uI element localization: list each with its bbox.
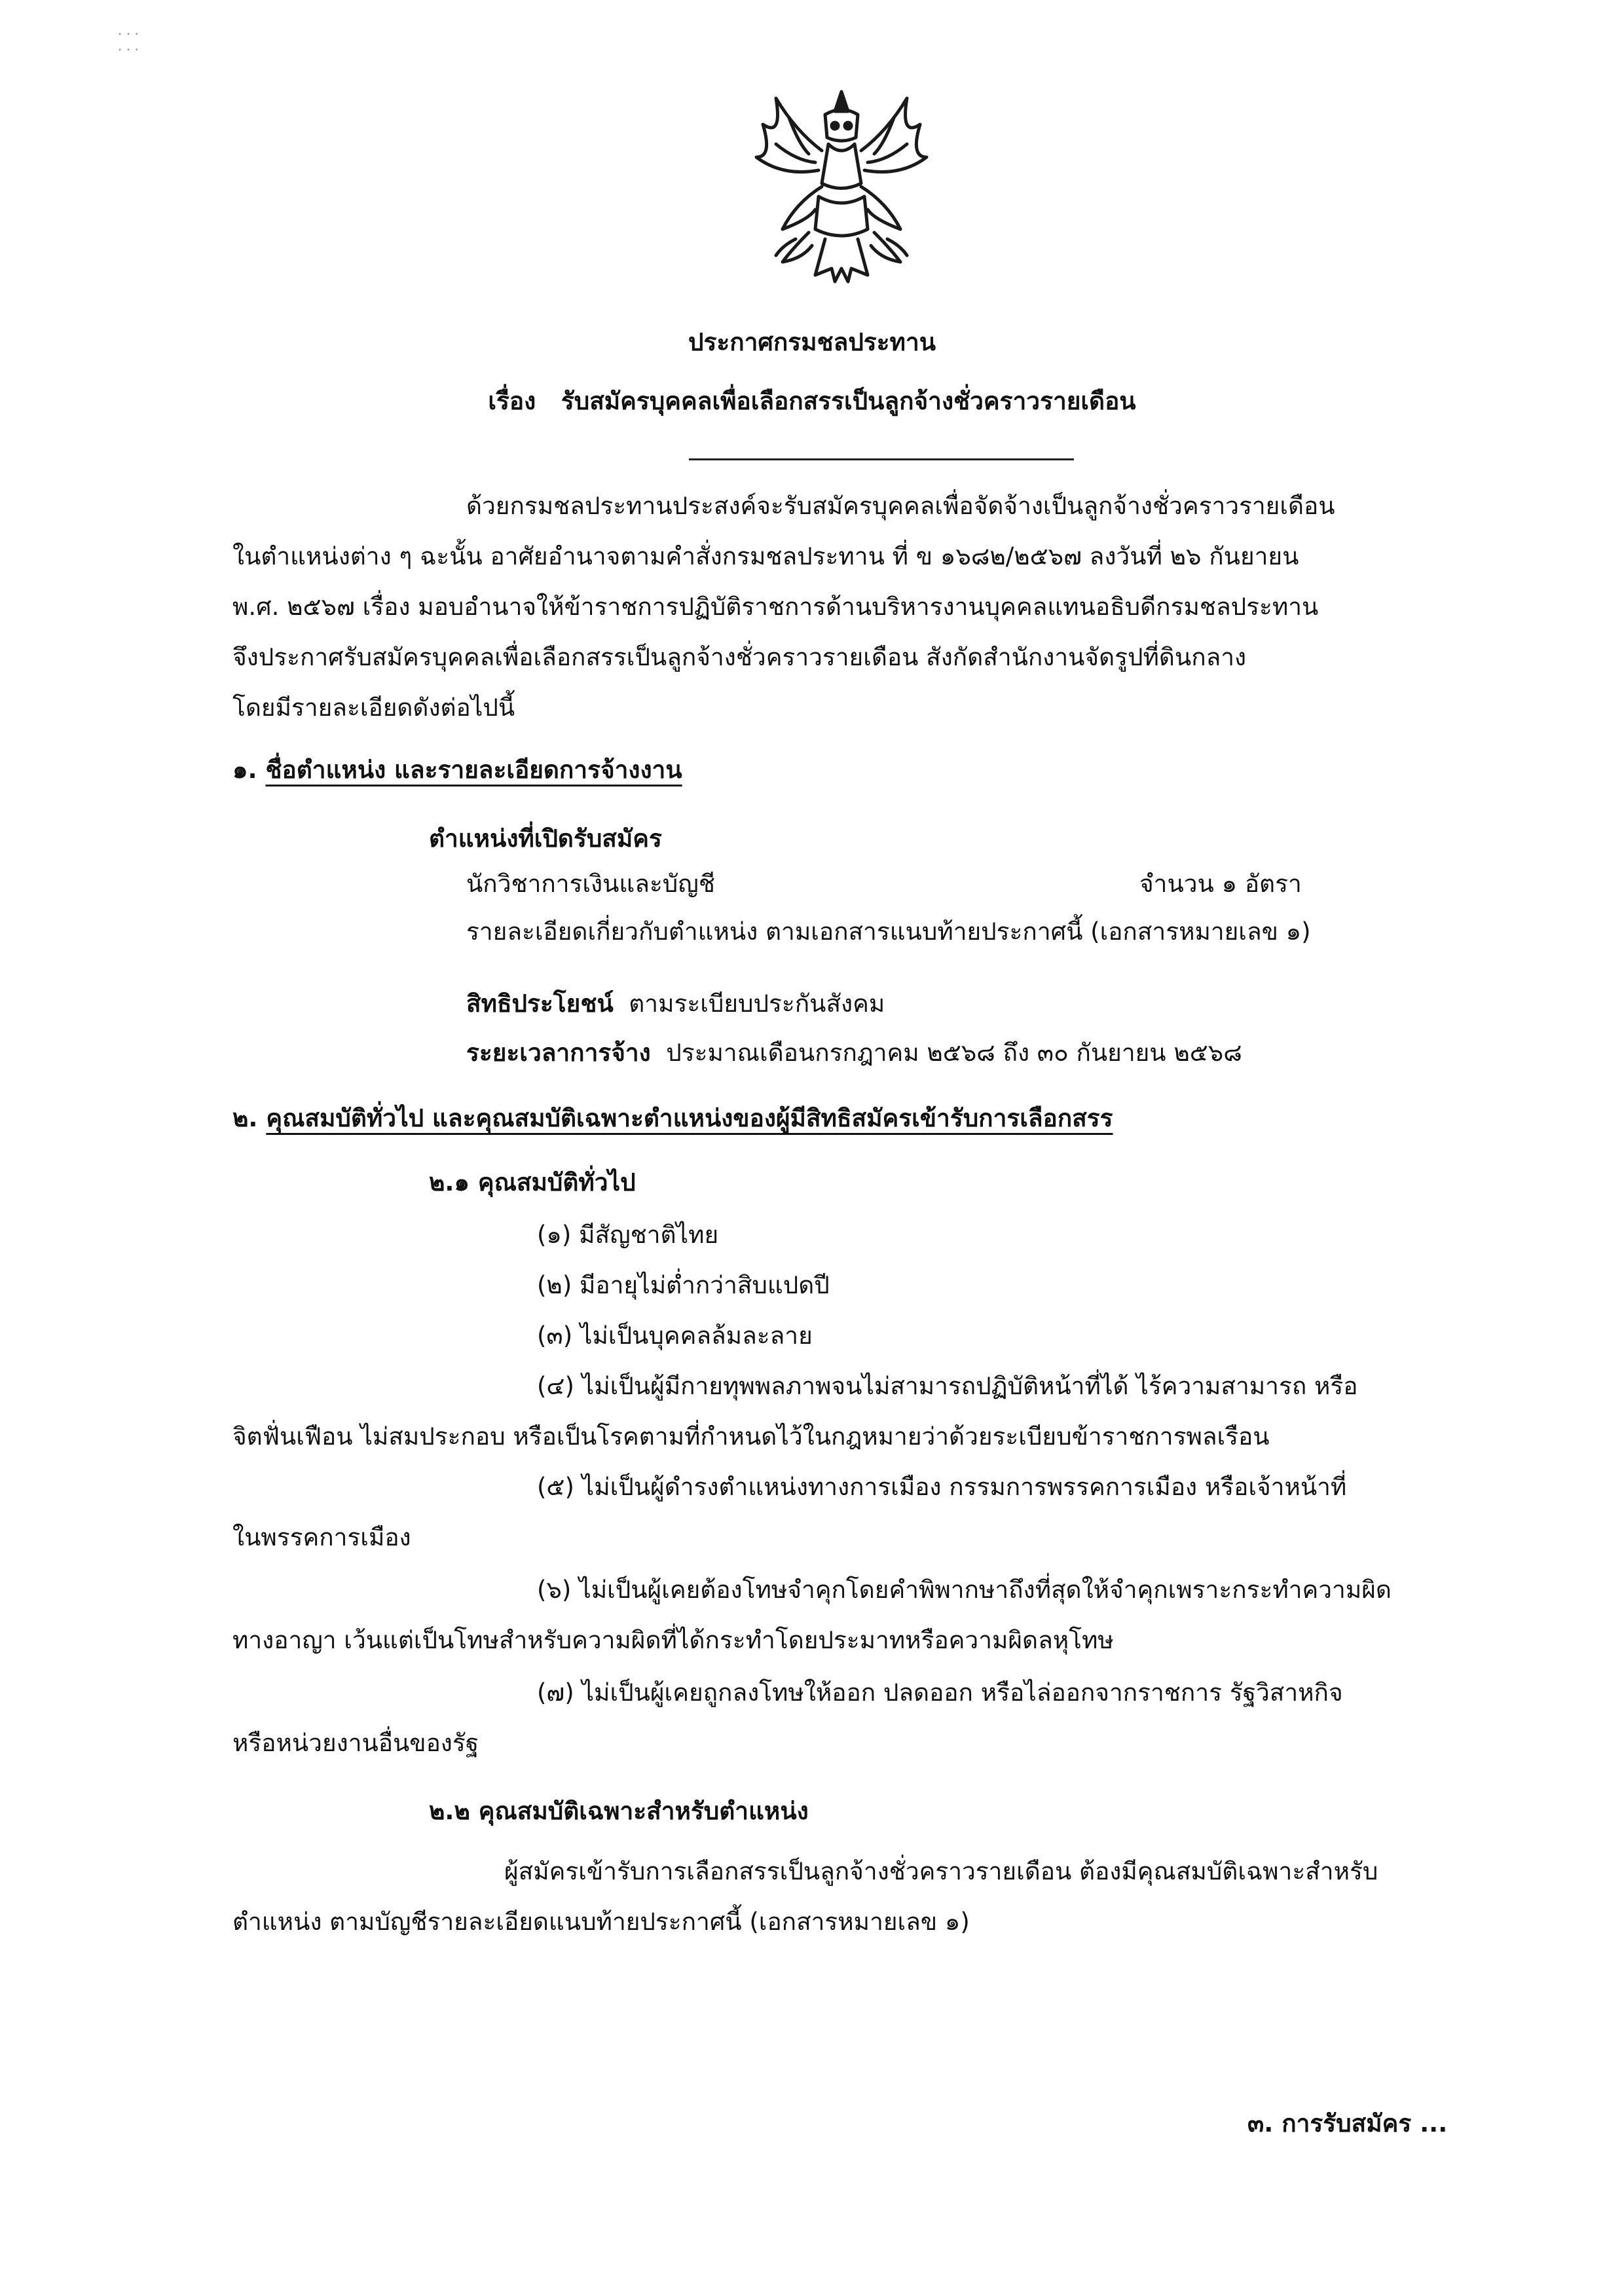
intro-line: ในตำแหน่งต่าง ๆ ฉะนั้น อาศัยอำนาจตามคำสั่งกรมชลประทาน ที่ ข ๑๖๘๒/๒๕๖๗ ลงวันที่ ๒๖ กันยายน xyxy=(232,542,1299,570)
qualification-item: (๗) ไม่เป็นผู้เคยถูกลงโทษให้ออก ปลดออก หรือไล่ออกจากราชการ รัฐวิสาหกิจ xyxy=(537,1678,1343,1707)
qualification-item: (๑) มีสัญชาติไทย xyxy=(537,1221,719,1249)
section2-heading xyxy=(232,1100,1113,1137)
qualification-item: (๒) มีอายุไม่ต่ำกว่าสิบแปดปี xyxy=(537,1271,830,1299)
qualification-item-cont: จิตฟั่นเฟือน ไม่สมประกอบ หรือเป็นโรคตามที่กำหนดไว้ในกฎหมายว่าด้วยระเบียบข้าราชการพลเรือน xyxy=(232,1422,1270,1451)
section1-title: ชื่อตำแหน่ง และรายละเอียดการจ้างงาน xyxy=(265,756,682,784)
intro-line: จึงประกาศรับสมัครบุคคลเพื่อเลือกสรรเป็นลูกจ้างชั่วคราวรายเดือน สังกัดสำนักงานจัดรูปที่ดินกลาง xyxy=(232,643,1247,671)
continuation-marker: ๓. การรับสมัคร ... xyxy=(1247,2109,1448,2138)
section2-title: คุณสมบัติทั่วไป และคุณสมบัติเฉพาะตำแหน่งของผู้มีสิทธิสมัครเข้ารับการเลือกสรร xyxy=(266,1104,1113,1132)
position-detail: รายละเอียดเกี่ยวกับตำแหน่ง ตามเอกสารแนบท้ายประกาศนี้ (เอกสารหมายเลข ๑) xyxy=(466,917,1311,946)
specific-qualification-line: ผู้สมัครเข้ารับการเลือกสรรเป็นลูกจ้างชั่วคราวรายเดือน ต้องมีคุณสมบัติเฉพาะสำหรับ xyxy=(504,1857,1378,1885)
subject-label: เรื่อง xyxy=(488,387,536,415)
qualification-item-cont: หรือหน่วยงานอื่นของรัฐ xyxy=(232,1729,479,1757)
document-title: ประกาศกรมชลประทาน xyxy=(688,328,936,356)
qualification-item: (๓) ไม่เป็นบุคคลล้มละลาย xyxy=(537,1322,813,1350)
qualification-item: (๕) ไม่เป็นผู้ดำรงตำแหน่งทางการเมือง กรรมการพรรคการเมือง หรือเจ้าหน้าที่ xyxy=(537,1473,1347,1501)
benefits-text: ตามระเบียบประกันสังคม xyxy=(629,990,885,1018)
qualification-item-cont: ทางอาญา เว้นแต่เป็นโทษสำหรับความผิดที่ได้กระทำโดยประมาทหรือความผิดลหุโทษ xyxy=(232,1626,1114,1654)
subsection-2-1-heading: ๒.๑ คุณสมบัติทั่วไป xyxy=(429,1168,636,1196)
section1-number: ๑. xyxy=(232,756,257,784)
section2-number: ๒. xyxy=(232,1104,258,1132)
qualification-item-cont: ในพรรคการเมือง xyxy=(232,1523,411,1551)
period-label: ระยะเวลาการจ้าง xyxy=(466,1039,651,1067)
position-count: จำนวน ๑ อัตรา xyxy=(1139,870,1302,898)
subject-line xyxy=(0,383,1624,420)
position-name: นักวิชาการเงินและบัญชี xyxy=(466,870,715,898)
benefits-label: สิทธิประโยชน์ xyxy=(466,990,614,1018)
subject-text: รับสมัครบุคคลเพื่อเลือกสรรเป็นลูกจ้างชั่วคราวรายเดือน xyxy=(561,387,1136,415)
intro-line: พ.ศ. ๒๕๖๗ เรื่อง มอบอำนาจให้ข้าราชการปฏิบัติราชการด้านบริหารงานบุคคลแทนอธิบดีกรมชลประทาน xyxy=(232,593,1319,621)
qualification-item: (๖) ไม่เป็นผู้เคยต้องโทษจำคุกโดยคำพิพากษาถึงที่สุดให้จำคุกเพราะกระทำความผิด xyxy=(537,1576,1392,1604)
period-text: ประมาณเดือนกรกฎาคม ๒๕๖๘ ถึง ๓๐ กันยายน ๒๕๖๘ xyxy=(666,1039,1242,1067)
subsection-2-2-heading: ๒.๒ คุณสมบัติเฉพาะสำหรับตำแหน่ง xyxy=(429,1797,809,1825)
scan-specks: · · · · · · xyxy=(118,26,139,58)
intro-line: ด้วยกรมชลประทานประสงค์จะรับสมัครบุคคลเพื่อจัดจ้างเป็นลูกจ้างชั่วคราวรายเดือน xyxy=(466,492,1335,520)
benefits-line xyxy=(466,986,885,1022)
title-divider xyxy=(689,458,1074,460)
garuda-emblem xyxy=(737,79,946,295)
specific-qualification-line: ตำแหน่ง ตามบัญชีรายละเอียดแนบท้ายประกาศนี้ (เอกสารหมายเลข ๑) xyxy=(232,1908,970,1936)
open-positions-label: ตำแหน่งที่เปิดรับสมัคร xyxy=(429,824,662,853)
qualification-item: (๔) ไม่เป็นผู้มีกายทุพพลภาพจนไม่สามารถปฏิบัติหน้าที่ได้ ไร้ความสามารถ หรือ xyxy=(537,1372,1358,1400)
period-line xyxy=(466,1035,1242,1071)
section1-heading xyxy=(232,752,682,788)
intro-line: โดยมีรายละเอียดดังต่อไปนี้ xyxy=(232,694,515,722)
